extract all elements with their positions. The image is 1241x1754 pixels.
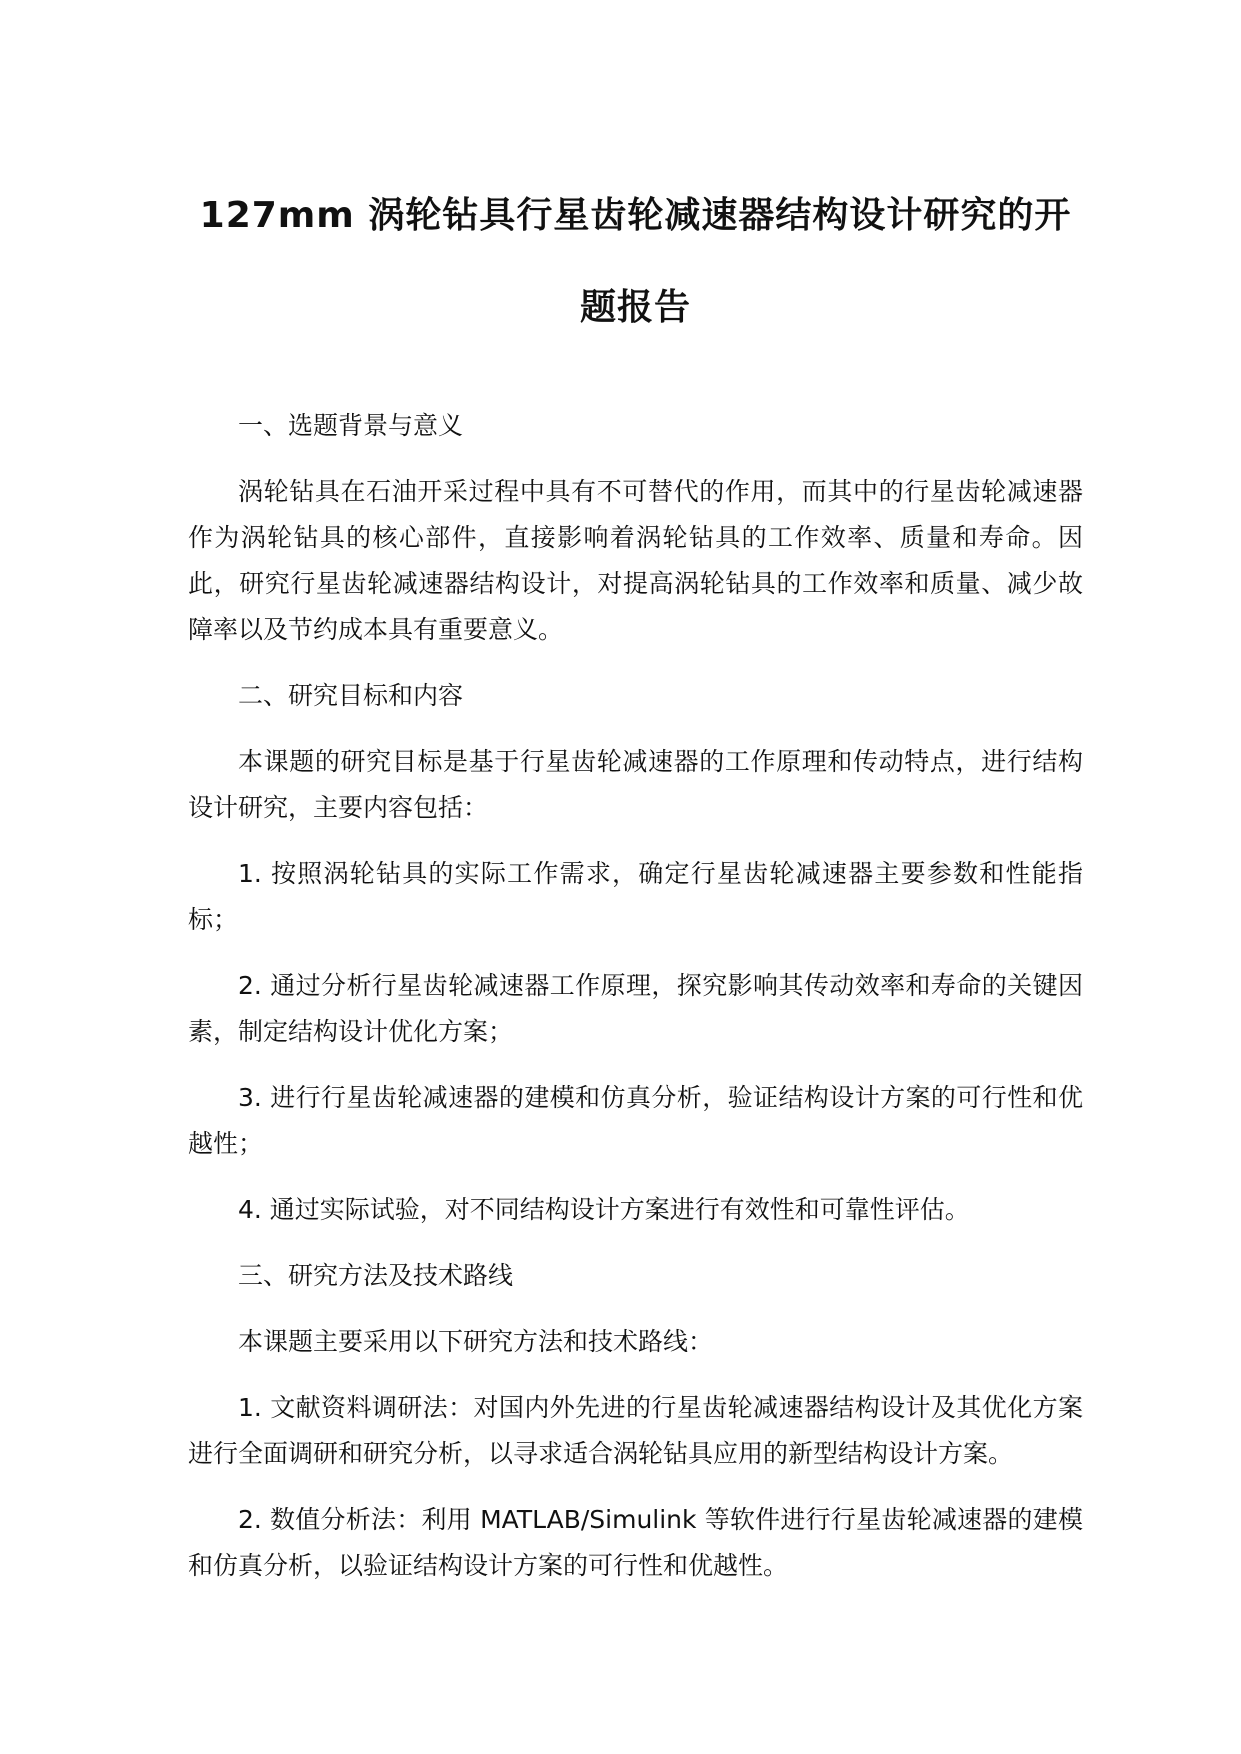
section-heading-methods: 三、研究方法及技术路线 (238, 1261, 514, 1290)
list-item-goal-1: 1. 按照涡轮钻具的实际工作需求，确定行星齿轮减速器主要参数和性能指标； (188, 859, 1083, 934)
section-heading-goals: 二、研究目标和内容 (238, 681, 464, 710)
list-item-method-2: 2. 数值分析法：利用 MATLAB/Simulink 等软件进行行星齿轮减速器的建模和仿真分析，以验证结构设计方案的可行性和优越性。 (188, 1505, 1083, 1580)
paragraph-methods-intro: 本课题主要采用以下研究方法和技术路线： (238, 1327, 714, 1356)
section-heading-background: 一、选题背景与意义 (238, 411, 464, 440)
document-body (188, 403, 1083, 1589)
list-item-goal-2: 2. 通过分析行星齿轮减速器工作原理，探究影响其传动效率和寿命的关键因素，制定结构设计优化方案； (188, 971, 1083, 1046)
title-line-2: 题报告 (579, 287, 691, 328)
document-title (188, 0, 1083, 354)
list-item-goal-3: 3. 进行行星齿轮减速器的建模和仿真分析，验证结构设计方案的可行性和优越性； (188, 1083, 1083, 1158)
paragraph-background: 涡轮钻具在石油开采过程中具有不可替代的作用，而其中的行星齿轮减速器作为涡轮钻具的核心部件，直接影响着涡轮钻具的工作效率、质量和寿命。因此，研究行星齿轮减速器结构设计，对提高涡轮钻具的工作效率和质量、减少故障率以及节约成本具有重要意义。 (188, 477, 1083, 644)
list-item-method-1: 1. 文献资料调研法：对国内外先进的行星齿轮减速器结构设计及其优化方案进行全面调研和研究分析，以寻求适合涡轮钻具应用的新型结构设计方案。 (188, 1393, 1083, 1468)
paragraph-goals-intro: 本课题的研究目标是基于行星齿轮减速器的工作原理和传动特点，进行结构设计研究，主要内容包括： (188, 747, 1083, 822)
title-line-1: 127mm 涡轮钻具行星齿轮减速器结构设计研究的开 (199, 195, 1072, 236)
list-item-goal-4: 4. 通过实际试验，对不同结构设计方案进行有效性和可靠性评估。 (238, 1195, 970, 1224)
